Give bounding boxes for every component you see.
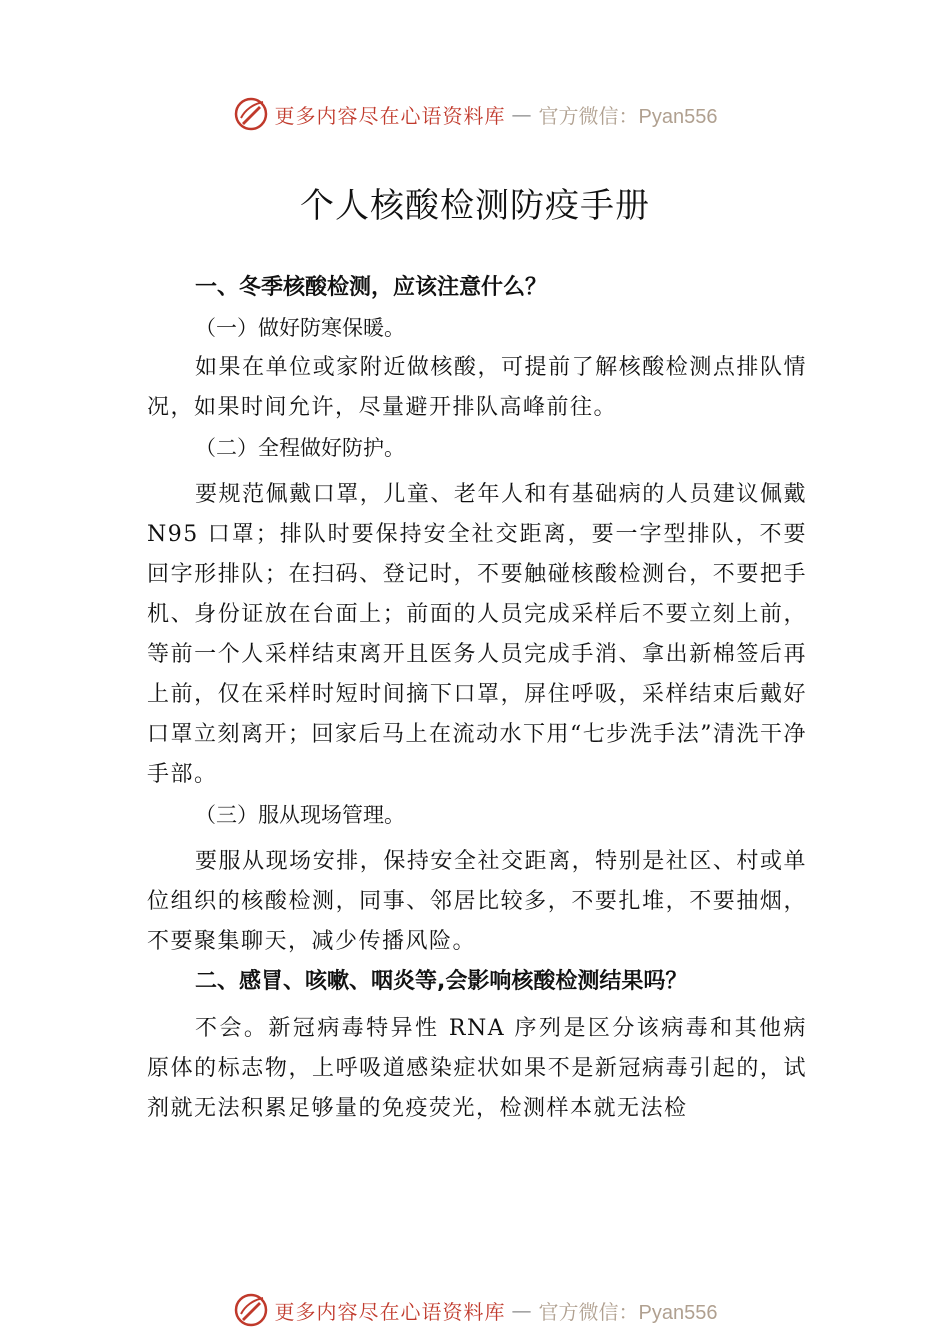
section-1-paragraph-2: 要规范佩戴口罩，儿童、老年人和有基础病的人员建议佩戴 N95 口罩；排队时要保持安全社交距离，要一字型排队，不要回字形排队；在扫码、登记时，不要触碰核酸检测台，不要把手机、身份证放在台面上；前面的人员完成采样后不要立刻上前，等前一个人采样结束离开且医务人员完成手消、拿出新棉签后再上前，仅在采样时短时间摘下口罩，屏住呼吸，采样结束后戴好口罩立刻离开；回家后马上在流动水下用“七步洗手法”清洗干净手部。 (147, 482, 807, 787)
quill-stamp-icon (233, 96, 269, 132)
document-title: 个人核酸检测防疫手册 (300, 186, 650, 226)
watermark-site-text: 更多内容尽在心语资料库 (274, 103, 506, 128)
watermark-wechat-text: 官方微信：Pyan556 (538, 105, 718, 128)
watermark-header (0, 94, 950, 134)
quill-stamp-icon (233, 1292, 269, 1328)
section-1-paragraph-3: 要服从现场安排，保持安全社交距离，特别是社区、村或单位组织的核酸检测，同事、邻居比较多，不要扎堆，不要抽烟，不要聚集聊天，减少传播风险。 (147, 849, 807, 954)
section-1-heading: 一、冬季核酸检测，应该注意什么？ (195, 275, 548, 300)
watermark-wechat-text: 官方微信：Pyan556 (538, 1301, 718, 1324)
section-1-paragraph-1: 如果在单位或家附近做核酸，可提前了解核酸检测点排队情况，如果时间允许，尽量避开排队高峰前往。 (147, 355, 807, 420)
watermark-site-text: 更多内容尽在心语资料库 (274, 1299, 506, 1324)
section-1-subheading-1: （一）做好防寒保暖。 (195, 316, 405, 340)
watermark-footer (0, 1290, 950, 1330)
section-2-heading: 二、感冒、咳嗽、咽炎等,会影响核酸检测结果吗？ (195, 969, 688, 994)
section-2-paragraph-1: 不会。新冠病毒特异性 RNA 序列是区分该病毒和其他病原体的标志物，上呼吸道感染症状如果不是新冠病毒引起的，试剂就无法积累足够量的免疫荧光，检测样本就无法检 (147, 1016, 807, 1121)
document-body (147, 268, 807, 1129)
watermark-separator: — (511, 102, 533, 126)
section-1-subheading-2: （二）全程做好防护。 (195, 436, 405, 460)
watermark-separator: — (511, 1298, 533, 1322)
section-1-subheading-3: （三）服从现场管理。 (195, 803, 405, 827)
